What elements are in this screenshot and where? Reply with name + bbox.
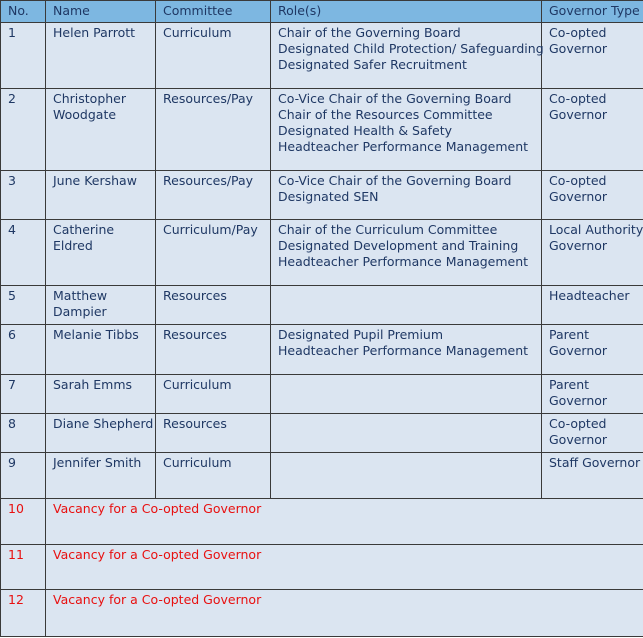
- governor-name: [46, 325, 156, 375]
- governor-name-line: Melanie Tibbs: [53, 327, 139, 342]
- row-number: 12: [1, 590, 46, 637]
- roles: [271, 89, 542, 171]
- table-row: [1, 171, 643, 220]
- vacancy-text: Vacancy for a Co-opted Governor: [46, 590, 643, 637]
- governor-type-line: Parent: [549, 327, 590, 342]
- roles: [271, 286, 542, 325]
- table-row: [1, 89, 643, 171]
- roles: [271, 375, 542, 414]
- governor-type-line: Governor: [549, 41, 608, 56]
- governor-type: [542, 286, 643, 325]
- header-row: [1, 1, 643, 23]
- header-governor-type: Governor Type: [542, 1, 643, 23]
- committee: Curriculum: [156, 23, 271, 89]
- governor-name-line: Helen Parrott: [53, 25, 136, 40]
- committee: Curriculum/Pay: [156, 220, 271, 286]
- roles: [271, 171, 542, 220]
- roles-line: Designated Pupil Premium: [278, 327, 444, 342]
- governor-type-line: Governor: [549, 432, 608, 447]
- governor-type: [542, 171, 643, 220]
- governor-name: [46, 89, 156, 171]
- vacancy-row: [1, 590, 643, 637]
- governor-name: [46, 23, 156, 89]
- row-number: 4: [1, 220, 46, 286]
- row-number: 2: [1, 89, 46, 171]
- roles-line: Chair of the Curriculum Committee: [278, 222, 498, 237]
- committee: Resources/Pay: [156, 171, 271, 220]
- roles-line: Chair of the Resources Committee: [278, 107, 493, 122]
- committee: Resources/Pay: [156, 89, 271, 171]
- row-number: 1: [1, 23, 46, 89]
- vacancy-row: [1, 545, 643, 590]
- vacancy-text: Vacancy for a Co-opted Governor: [46, 499, 643, 545]
- row-number: 6: [1, 325, 46, 375]
- governor-name-line: Woodgate: [53, 107, 117, 122]
- roles-line: Headteacher Performance Management: [278, 343, 529, 358]
- governor-type: [542, 23, 643, 89]
- governor-type: [542, 89, 643, 171]
- governor-name: [46, 375, 156, 414]
- governor-type-line: Governor: [549, 189, 608, 204]
- governor-type-line: Governor: [549, 343, 608, 358]
- governor-name: [46, 171, 156, 220]
- governor-type: [542, 220, 643, 286]
- roles: [271, 414, 542, 453]
- vacancy-text: Vacancy for a Co-opted Governor: [46, 545, 643, 590]
- governor-type: [542, 325, 643, 375]
- header-committee: Committee: [156, 1, 271, 23]
- committee: Resources: [156, 325, 271, 375]
- roles: [271, 23, 542, 89]
- roles-line: Designated Child Protection/ Safeguarding: [278, 41, 544, 56]
- roles-line: Designated Health & Safety: [278, 123, 453, 138]
- governor-name-line: Diane Shepherd: [53, 416, 154, 431]
- roles-line: Headteacher Performance Management: [278, 139, 529, 154]
- governor-name-line: Catherine: [53, 222, 115, 237]
- header-roles: Role(s): [271, 1, 542, 23]
- governor-name-line: Dampier: [53, 304, 107, 319]
- header-no: No.: [1, 1, 46, 23]
- roles-line: Co-Vice Chair of the Governing Board: [278, 91, 512, 106]
- governor-type-line: Parent: [549, 377, 590, 392]
- table-row: [1, 220, 643, 286]
- governor-type: [542, 453, 643, 499]
- row-number: 3: [1, 171, 46, 220]
- governor-type-line: Co-opted: [549, 173, 607, 188]
- committee: Curriculum: [156, 453, 271, 499]
- governor-type-line: Governor: [549, 393, 608, 408]
- table-row: [1, 375, 643, 414]
- roles-line: Co-Vice Chair of the Governing Board: [278, 173, 512, 188]
- governor-type-line: Governor: [549, 107, 608, 122]
- governor-name-line: Matthew: [53, 288, 108, 303]
- committee: Curriculum: [156, 375, 271, 414]
- row-number: 10: [1, 499, 46, 545]
- committee: Resources: [156, 414, 271, 453]
- governor-name-line: June Kershaw: [53, 173, 137, 188]
- table-row: [1, 23, 643, 89]
- governor-name: [46, 286, 156, 325]
- roles-line: Designated SEN: [278, 189, 379, 204]
- governor-type-line: Local Authority: [549, 222, 643, 237]
- row-number: 11: [1, 545, 46, 590]
- roles-line: Designated Development and Training: [278, 238, 519, 253]
- table-row: [1, 453, 643, 499]
- row-number: 9: [1, 453, 46, 499]
- roles: [271, 453, 542, 499]
- roles-line: Chair of the Governing Board: [278, 25, 461, 40]
- roles-line: Headteacher Performance Management: [278, 254, 529, 269]
- governor-name: [46, 414, 156, 453]
- governor-type: [542, 414, 643, 453]
- vacancy-row: [1, 499, 643, 545]
- row-number: 7: [1, 375, 46, 414]
- governor-name-line: Eldred: [53, 238, 93, 253]
- governor-name-line: Christopher: [53, 91, 127, 106]
- roles: [271, 325, 542, 375]
- committee: Resources: [156, 286, 271, 325]
- row-number: 8: [1, 414, 46, 453]
- table-row: [1, 325, 643, 375]
- governor-name-line: Sarah Emms: [53, 377, 133, 392]
- table-row: [1, 414, 643, 453]
- roles: [271, 220, 542, 286]
- governor-type-line: Governor: [549, 238, 608, 253]
- governor-type-line: Staff Governor: [549, 455, 641, 470]
- table-row: [1, 286, 643, 325]
- governor-type: [542, 375, 643, 414]
- governor-name: [46, 220, 156, 286]
- roles-line: Designated Safer Recruitment: [278, 57, 467, 72]
- governor-type-line: Co-opted: [549, 416, 607, 431]
- header-name: Name: [46, 1, 156, 23]
- governor-type-line: Headteacher: [549, 288, 630, 303]
- governor-name-line: Jennifer Smith: [53, 455, 142, 470]
- governor-name: [46, 453, 156, 499]
- row-number: 5: [1, 286, 46, 325]
- governor-type-line: Co-opted: [549, 25, 607, 40]
- governor-type-line: Co-opted: [549, 91, 607, 106]
